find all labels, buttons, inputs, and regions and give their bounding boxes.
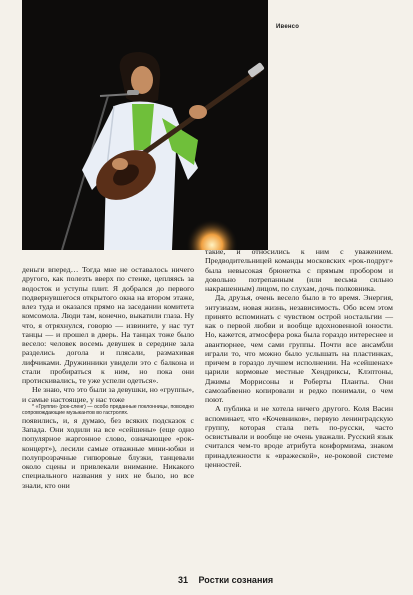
paragraph: Да, друзья, очень весело было в то время. Энергия, энтузиазм, новая жизнь, независимость. Обо всем этом принято вспоминать с чувством острой ностальгии — как о первой любви и вообще вдохновенной юности. Но, кажется, атмосфера рока была гораздо интереснее и авантюрнее, чем сами группы. Почти все ансамбли играли то, что можно было услышать на пластинках, причем в гораздо лучшем исполнении. На «сейшенах» царили кормовые местные Хендриксы, Клэптоны, Джимы Моррисоны и Роберты Планты. Они самозабвенно копировали и редко понимали, о чем поют. (205, 293, 393, 404)
footnote: * «Группи» (рок-сленг) — особо преданные поклонницы, повсюдно сопровождающие музыкантов во гастролях. (22, 403, 194, 416)
page-number: 31 (178, 575, 189, 585)
photo-caption: Ивенсо (276, 24, 300, 30)
guitarist-illustration (22, 0, 268, 250)
section-title: Ростки сознания (198, 575, 274, 585)
article-column-right (205, 247, 393, 469)
paragraph: такие, и относились к ним с уважением. Предводительницей команды московских «рок-подруг» была невысокая брюнетка с прямым пробором и довольно потрепанным (или весьма сильно накрашенным) лицом, по слухам, дочь полковника. (205, 247, 393, 293)
paragraph: появились, и, я думаю, без всяких подсказок с Запада. Они ходили на все «сейшены» (еще одно популярное жаргонное слово, означающее «рок-концерт»), лесили самые отважные мини-юбки и полупрозрачные гипюровые блузки, танцевали около сцены и привлекали внимание. Никакого специального названия у них не было, но все знали, кто они (22, 415, 194, 490)
page-footer (178, 575, 273, 585)
article-column-left (22, 265, 194, 490)
paragraph: Не знаю, что это были за девушки, но «группы», и самые настоящие, у нас тоже (22, 385, 194, 404)
concert-photo (22, 0, 268, 250)
paragraph: А публика и не хотела ничего другого. Коля Васин вспоминает, что «Кочевников», первую ленинградскую группу, которая стала петь по-русски, часто освистывали и вообще не очень уважали. Русский язык считался чем-то вроде атрибута конформизма, знаком принадлежности к «вражеской», не-роковой системе ценностей. (205, 404, 393, 469)
paragraph: деньги вперед… Тогда мне не оставалось ничего другого, как полезть вверх по стенке, цепляясь за водосток и уступы плит. Я добрался до первого подвернувшегося открытого окна на втором этаже, влез туда и оказался прямо на заседании комитета комсомола. Люди там, конечно, выкатили глаза. Ну что, я отряхнулся, говорю — извините, у нас тут танцы — и прошел в дверь. На танцах тоже было весело: человек восемь девушек в середине зала разделись догола и плясали, размахивая лифчиками. Дружинники увидели это с балкона и стали пробираться к ним, но пока они протискивались, те уже успели одеться». (22, 265, 194, 385)
